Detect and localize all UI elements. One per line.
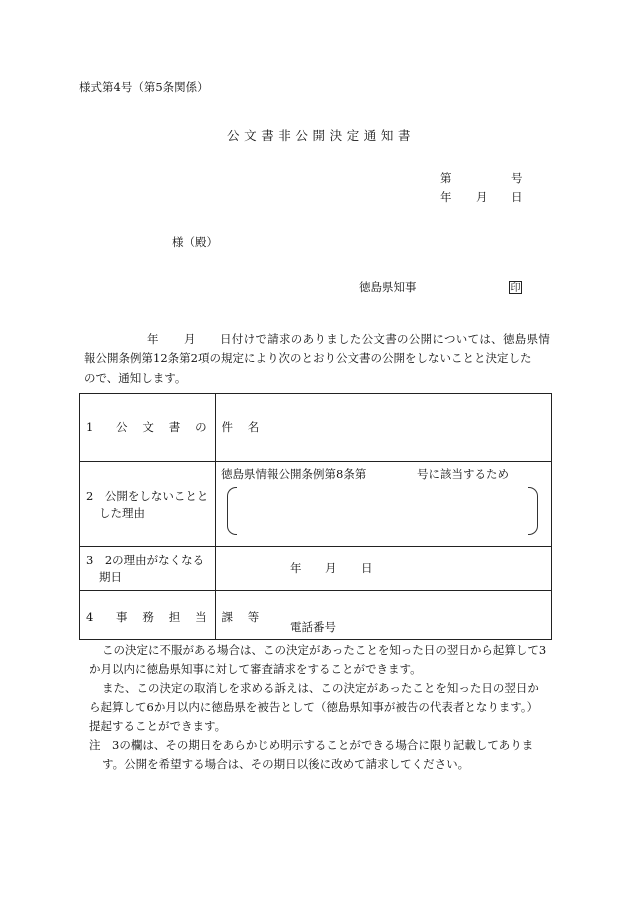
date-day: 日 [511,190,523,204]
form-label: 様式第4号（第5条関係） [79,80,209,94]
row3-month: 月 [325,561,337,575]
row4-label: 4 事 務 担 当 課 等 [86,610,265,624]
lawsuit-note-line3: 提起することができます。 [89,719,227,733]
reason-bracket-left [227,487,237,535]
lawsuit-note-line2: ら起算して6か月以内に徳島県を被告として（徳島県知事が被告の代表者となります。） [89,700,539,714]
row4-phone: 電話番号 [290,620,336,634]
document-title: 公文書非公開決定通知書 [227,128,416,143]
footnote-line1: 注 3の欄は、その期日をあらかじめ明示することができる場合に限り記載してありま [89,738,534,752]
issuer: 徳島県知事 [359,280,417,294]
appeal-note-line2: か月以内に徳島県知事に対して審査請求をすることができます。 [89,662,422,676]
table-divider-2 [80,546,551,547]
reason-bracket-right [528,487,538,535]
row3-label-line2: 期日 [99,570,122,584]
table-divider-3 [80,590,551,591]
lawsuit-note-line1: また、この決定の取消しを求める訴えは、この決定があったことを知った日の翌日か [102,681,539,695]
decision-table [79,393,552,640]
row3-day: 日 [361,561,373,575]
footnote-line2: す。公開を希望する場合は、その期日以後に改めて請求してください。 [102,757,470,771]
appeal-note-line1: この決定に不服がある場合は、この決定があったことを知った日の翌日から起算して3 [102,643,547,657]
intro-line3: ので、通知します。 [84,371,187,385]
addressee: 様（殿） [172,235,218,249]
row2-label-line1: 2 公開をしないことと [86,489,209,503]
row2-label-line2: した理由 [99,506,145,520]
row2-value-a: 徳島県情報公開条例第8条第 [221,467,367,481]
date-month: 月 [476,190,488,204]
intro-year: 年 [147,332,159,346]
row2-value-b: 号に該当するため [417,467,509,481]
table-divider-1 [80,461,551,462]
intro-line2: 報公開条例第12条第2項の規定により次のとおり公文書の公開をしないことと決定した [84,351,532,365]
number-prefix: 第 [440,171,452,185]
seal-stamp: 印 [510,283,521,294]
intro-month: 月 [184,332,196,346]
intro-line1: 日付けで請求のありました公文書の公開については、徳島県情 [220,332,551,346]
row3-label-line1: 3 2の理由がなくなる [86,553,205,567]
row1-label: 1 公 文 書 の 件 名 [86,420,265,434]
date-year: 年 [440,190,452,204]
row3-year: 年 [290,561,302,575]
number-suffix: 号 [511,171,523,185]
